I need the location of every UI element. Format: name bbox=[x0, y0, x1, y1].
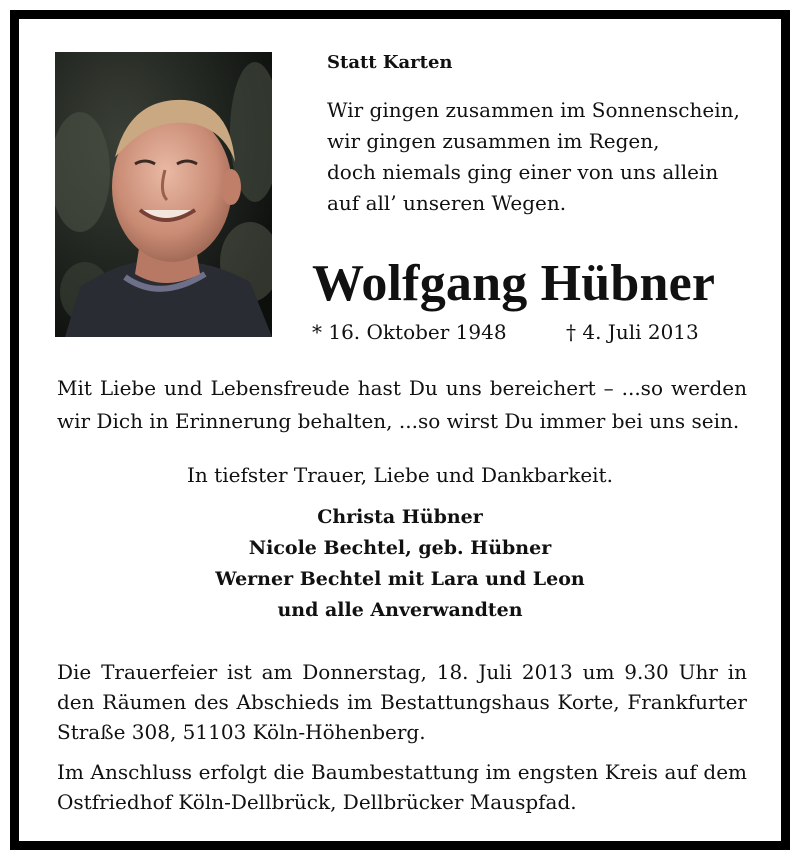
portrait-illustration bbox=[55, 52, 272, 337]
death-date: † 4. Juli 2013 bbox=[566, 320, 699, 344]
tribute-text: Mit Liebe und Lebensfreude hast Du uns bereichert – ...so werden wir Dich in Erinnerung behalten, ...so wirst Du immer bei uns sein. bbox=[57, 376, 747, 433]
poem-line: Wir gingen zusammen im Sonnenschein, bbox=[327, 98, 740, 122]
mourning-line: In tiefster Trauer, Liebe und Dankbarkeit. bbox=[187, 463, 613, 487]
poem-line: wir gingen zusammen im Regen, bbox=[327, 129, 660, 153]
deceased-name: Wolfgang Hübner bbox=[312, 255, 716, 312]
notice-heading: Statt Karten bbox=[327, 52, 453, 73]
burial-details: Im Anschluss erfolgt die Baumbestattung im engsten Kreis auf dem Ostfriedhof Köln-Dellbrück, Dellbrücker Mauspfad. bbox=[57, 760, 747, 814]
family-member: und alle Anverwandten bbox=[277, 599, 523, 621]
poem-line: doch niemals ging einer von uns allein bbox=[327, 160, 719, 184]
family-member: Werner Bechtel mit Lara und Leon bbox=[215, 568, 585, 590]
birth-date: * 16. Oktober 1948 bbox=[312, 320, 507, 344]
family-member: Christa Hübner bbox=[317, 506, 483, 528]
poem-line: auf all’ unseren Wegen. bbox=[327, 191, 567, 215]
portrait-photo bbox=[55, 52, 272, 337]
family-member: Nicole Bechtel, geb. Hübner bbox=[248, 537, 552, 559]
service-details: Die Trauerfeier ist am Donnerstag, 18. Juli 2013 um 9.30 Uhr in den Räumen des Abschieds im Bestattungshaus Korte, Frankfurter Straße 308, 51103 Köln-Höhenberg. bbox=[57, 660, 747, 744]
poem bbox=[327, 95, 740, 219]
family-signatures bbox=[0, 502, 800, 626]
